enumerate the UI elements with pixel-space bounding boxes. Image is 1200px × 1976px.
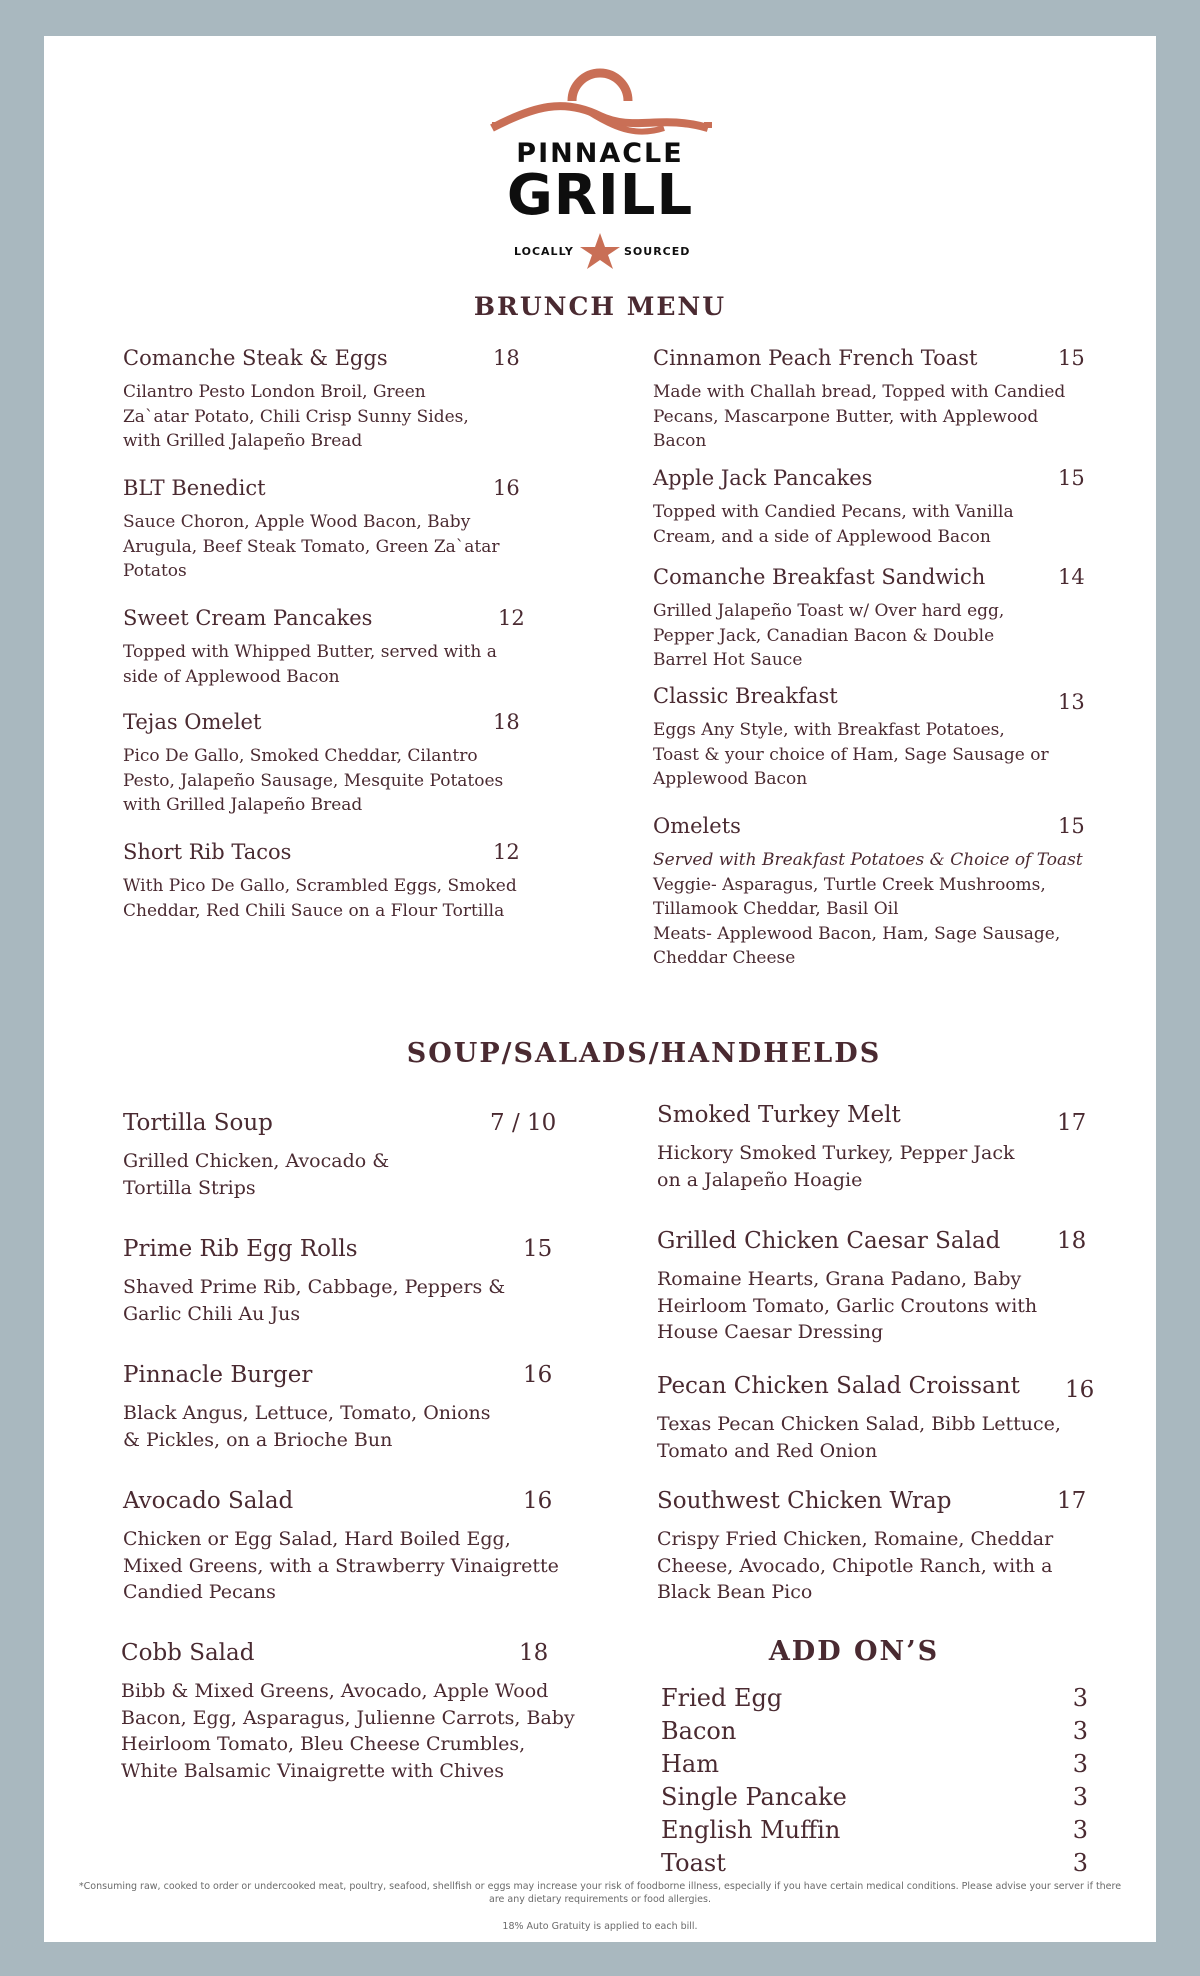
item-desc: With Pico De Gallo, Scrambled Eggs, Smoked Cheddar, Red Chili Sauce on a Flour Tortilla [123,876,517,921]
item-price: 18 [493,346,520,370]
item-name: Prime Rib Egg Rolls [123,1236,358,1262]
item-price: 16 [1065,1377,1095,1403]
item-desc: Crispy Fried Chicken, Romaine, Cheddar Cheese, Avocado, Chipotle Ranch, with a Black Bean Pico [657,1528,1054,1603]
addon-price: 3 [1072,1684,1088,1712]
item-name: Tejas Omelet [123,710,262,734]
item-desc: Texas Pecan Chicken Salad, Bibb Lettuce, Tomato and Red Onion [657,1413,1061,1462]
tagline-right: SOURCED [624,245,691,258]
item-price: 12 [498,606,525,630]
item-price: 16 [523,1362,553,1388]
menu-item [653,684,1113,792]
item-name: Classic Breakfast [653,684,838,708]
menu-page [44,36,1156,1942]
menu-item [653,565,1113,673]
item-price: 18 [493,710,520,734]
menu-item [657,1373,1117,1464]
item-desc: Bibb & Mixed Greens, Avocado, Apple Wood Bacon, Egg, Asparagus, Julienne Carrots, Baby Heirloom Tomato, Bleu Cheese Crumbles, White Balsamic Vinaigrette with Chives [121,1680,575,1782]
addon-name: Toast [661,1849,726,1877]
brand-line-2: GRILL [506,163,694,228]
menu-item [123,840,533,923]
addon-price: 3 [1072,1783,1088,1811]
menu-item [657,1102,1117,1193]
disclaimer: *Consuming raw, cooked to order or undercooked meat, poultry, seafood, shellfish or eggs may increase your risk of foodborne illness, especially if you have certain medical conditions. Please advise your server if there are any dietary requirements or food allergies. [78,1881,1122,1905]
item-desc: Shaved Prime Rib, Cabbage, Peppers & Garlic Chili Au Jus [123,1276,506,1325]
addon-name: Fried Egg [661,1684,783,1712]
addon-item [661,1750,1088,1782]
item-desc: Pico De Gallo, Smoked Cheddar, Cilantro Pesto, Jalapeño Sausage, Mesquite Potatoes with Grilled Jalapeño Bread [123,746,504,815]
item-name: Pecan Chicken Salad Croissant [657,1373,1020,1399]
item-price: 13 [1058,690,1085,714]
item-name: Tortilla Soup [123,1110,273,1136]
item-name: Southwest Chicken Wrap [657,1488,952,1514]
menu-item [123,1488,583,1606]
item-desc: Made with Challah bread, Topped with Candied Pecans, Mascarpone Butter, with Applewood Bacon [653,382,1066,451]
addon-price: 3 [1072,1816,1088,1844]
menu-item [657,1488,1117,1606]
item-price: 15 [1058,814,1085,838]
addon-name: Single Pancake [661,1783,847,1811]
addon-item [661,1849,1088,1881]
menu-item [123,346,523,454]
addon-item [661,1816,1088,1848]
item-desc: Eggs Any Style, with Breakfast Potatoes, Toast & your choice of Ham, Sage Sausage or Applewood Bacon [653,720,1049,789]
item-name: Avocado Salad [123,1488,294,1514]
brunch-title: BRUNCH MENU [473,292,727,321]
addon-name: Bacon [661,1717,737,1745]
item-desc: Topped with Whipped Butter, served with a side of Applewood Bacon [123,642,497,687]
menu-item [653,814,1113,971]
addon-price: 3 [1072,1750,1088,1778]
addon-item [661,1717,1088,1749]
item-desc: Hickory Smoked Turkey, Pepper Jack on a Jalapeño Hoagie [657,1142,1015,1191]
item-desc: Romaine Hearts, Grana Padano, Baby Heirloom Tomato, Garlic Croutons with House Caesar Dressing [657,1268,1038,1343]
item-note: Served with Breakfast Potatoes & Choice of Toast [653,850,1083,870]
addon-name: English Muffin [661,1816,841,1844]
item-name: Smoked Turkey Melt [657,1102,901,1128]
item-name: Pinnacle Burger [123,1362,313,1388]
item-price: 18 [1057,1228,1087,1254]
item-desc: Topped with Candied Pecans, with Vanilla Cream, and a side of Applewood Bacon [653,502,1014,547]
item-name: BLT Benedict [123,476,266,500]
menu-item [123,1110,563,1201]
item-price: 16 [523,1488,553,1514]
item-name: Apple Jack Pancakes [653,466,873,490]
addon-item [661,1684,1088,1716]
item-price: 7 / 10 [490,1110,557,1136]
item-price: 17 [1057,1488,1087,1514]
logo [44,36,1156,276]
menu-item [121,1640,591,1784]
item-name: Short Rib Tacos [123,840,292,864]
gratuity-note: 18% Auto Gratuity is applied to each bill. [502,1921,698,1932]
soups-title: SOUP/SALADS/HANDHELDS [406,1038,882,1069]
menu-item [653,466,1113,549]
menu-item [653,346,1113,454]
item-desc: Grilled Chicken, Avocado & Tortilla Strips [123,1150,390,1199]
addon-price: 3 [1072,1849,1088,1877]
item-price: 18 [519,1640,549,1666]
item-name: Sweet Cream Pancakes [123,606,373,630]
item-price: 15 [1058,346,1085,370]
item-name: Comanche Breakfast Sandwich [653,565,986,589]
item-name: Grilled Chicken Caesar Salad [657,1228,1001,1254]
item-name: Cinnamon Peach French Toast [653,346,978,370]
menu-item [123,606,533,689]
item-desc: Grilled Jalapeño Toast w/ Over hard egg, Pepper Jack, Canadian Bacon & Double Barrel Hot Sauce [653,601,1005,670]
item-price: 16 [493,476,520,500]
item-name: Cobb Salad [121,1640,255,1666]
addons-title: ADD ON’S [768,1636,940,1667]
item-desc: Black Angus, Lettuce, Tomato, Onions & Pickles, on a Brioche Bun [123,1402,491,1451]
addon-item [661,1783,1088,1815]
item-price: 12 [493,840,520,864]
item-price: 14 [1058,565,1085,589]
tagline-left: LOCALLY [514,245,574,258]
item-desc: Sauce Choron, Apple Wood Bacon, Baby Arugula, Beef Steak Tomato, Green Za`atar Potatos [123,512,500,581]
menu-item [123,476,523,584]
brand-line-1: PINNACLE [516,138,684,169]
item-desc: Cilantro Pesto London Broil, Green Za`atar Potato, Chili Crisp Sunny Sides, with Grilled Jalapeño Bread [123,382,469,451]
item-price: 15 [523,1236,553,1262]
addon-name: Ham [661,1750,719,1778]
addon-price: 3 [1072,1717,1088,1745]
item-price: 17 [1057,1110,1087,1136]
item-desc: Chicken or Egg Salad, Hard Boiled Egg, Mixed Greens, with a Strawberry Vinaigrette Candied Pecans [123,1528,559,1603]
item-name: Omelets [653,814,741,838]
item-desc: Veggie- Asparagus, Turtle Creek Mushrooms, Tillamook Cheddar, Basil Oil Meats- Applewood Bacon, Ham, Sage Sausage, Cheddar Cheese [653,874,1061,968]
item-name: Comanche Steak & Eggs [123,346,388,370]
menu-item [123,1362,563,1453]
item-price: 15 [1058,466,1085,490]
menu-item [657,1228,1117,1346]
star-icon [580,233,620,269]
menu-item [123,1236,563,1327]
menu-item [123,710,533,818]
